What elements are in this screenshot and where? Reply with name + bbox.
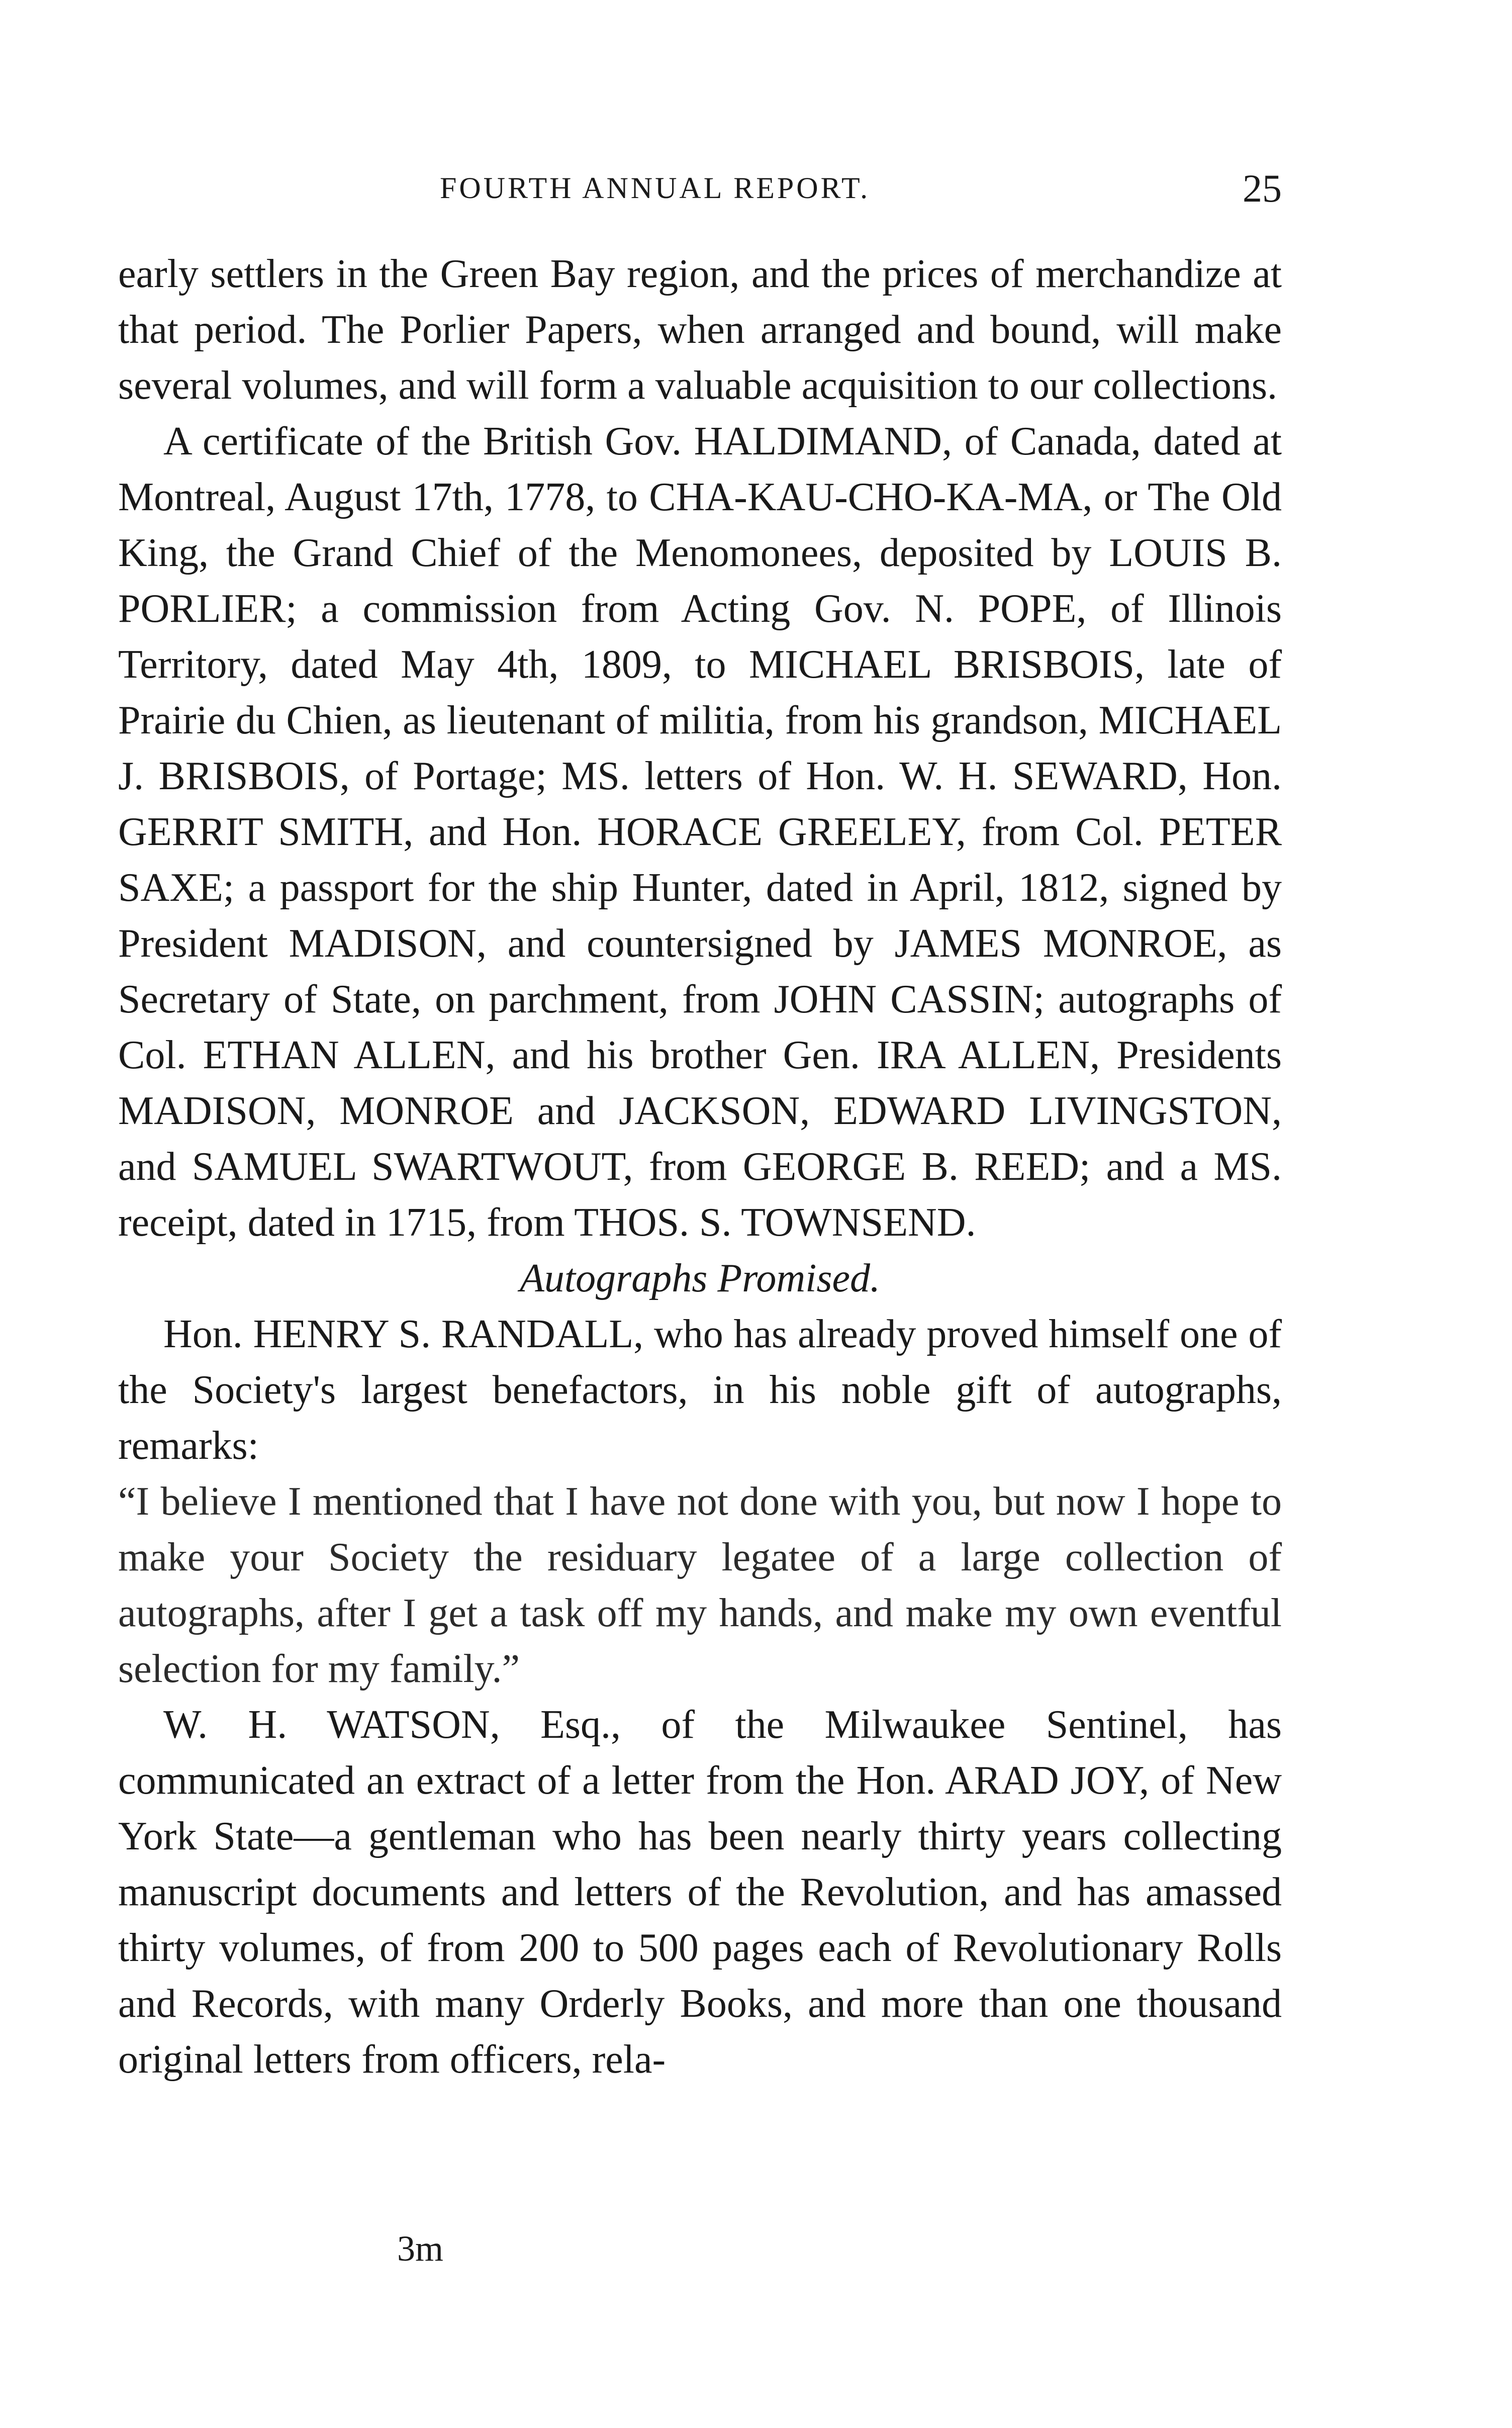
page-number: 25	[1243, 166, 1282, 210]
paragraph-donations-list: A certificate of the British Gov. HALDIMAND, of Canada, dated at Montreal, August 17th, 1778, to CHA-KAU-CHO-KA-MA, or The Old King, the Grand Chief of the Menomonees, deposited by LOUIS B. PORLIER; a commission from Acting Gov. N. POPE, of Illinois Territory, dated May 4th, 1809, to MICHAEL BRISBOIS, late of Prairie du Chien, as lieutenant of militia, from his grandson, MICHAEL J. BRISBOIS, of Portage; MS. letters of Hon. W. H. SEWARD, Hon. GERRIT SMITH, and Hon. HORACE GREELEY, from Col. PETER SAXE; a passport for the ship Hunter, dated in April, 1812, signed by President MADISON, and countersigned by JAMES MONROE, as Secretary of State, on parchment, from JOHN CASSIN; autographs of Col. ETHAN ALLEN, and his brother Gen. IRA ALLEN, Presidents MADISON, MONROE and JACKSON, EDWARD LIVINGSTON, and SAMUEL SWARTWOUT, from GEORGE B. REED; and a MS. receipt, dated in 1715, from THOS. S. TOWNSEND.	[118, 419, 1282, 1245]
paragraph-watson: W. H. WATSON, Esq., of the Milwaukee Sentinel, has communicated an extract of a letter from the Hon. ARAD JOY, of New York State—a gentleman who has been nearly thirty years collecting manuscript documents and letters of the Revolution, and has amassed thirty volumes, of from 200 to 500 pages each of Revolutionary Rolls and Records, with many Orderly Books, and more than one thousand original letters from officers, rela-	[118, 1703, 1282, 2082]
quote-randall: “I believe I mentioned that I have not done with you, but now I hope to make your Society the residuary legatee of a large collection of autographs, after I get a task off my hands, and make my own eventful selection for my family.”	[118, 1479, 1282, 1691]
section-heading: Autographs Promised.	[519, 1256, 881, 1300]
paragraph-randall: Hon. HENRY S. RANDALL, who has already proved himself one of the Society's largest benefactors, in his noble gift of autographs, remarks:	[118, 1312, 1282, 1468]
body-text	[118, 246, 1282, 2088]
paragraph-porlier-papers: early settlers in the Green Bay region, and the prices of merchandize at that period. The Porlier Papers, when arranged and bound, will make several volumes, and will form a valuable acquisition to our collections.	[118, 252, 1282, 408]
running-head: FOURTH ANNUAL REPORT.	[440, 171, 871, 205]
page-header	[118, 166, 1282, 221]
printer-signature-mark: 3m	[397, 2228, 444, 2269]
